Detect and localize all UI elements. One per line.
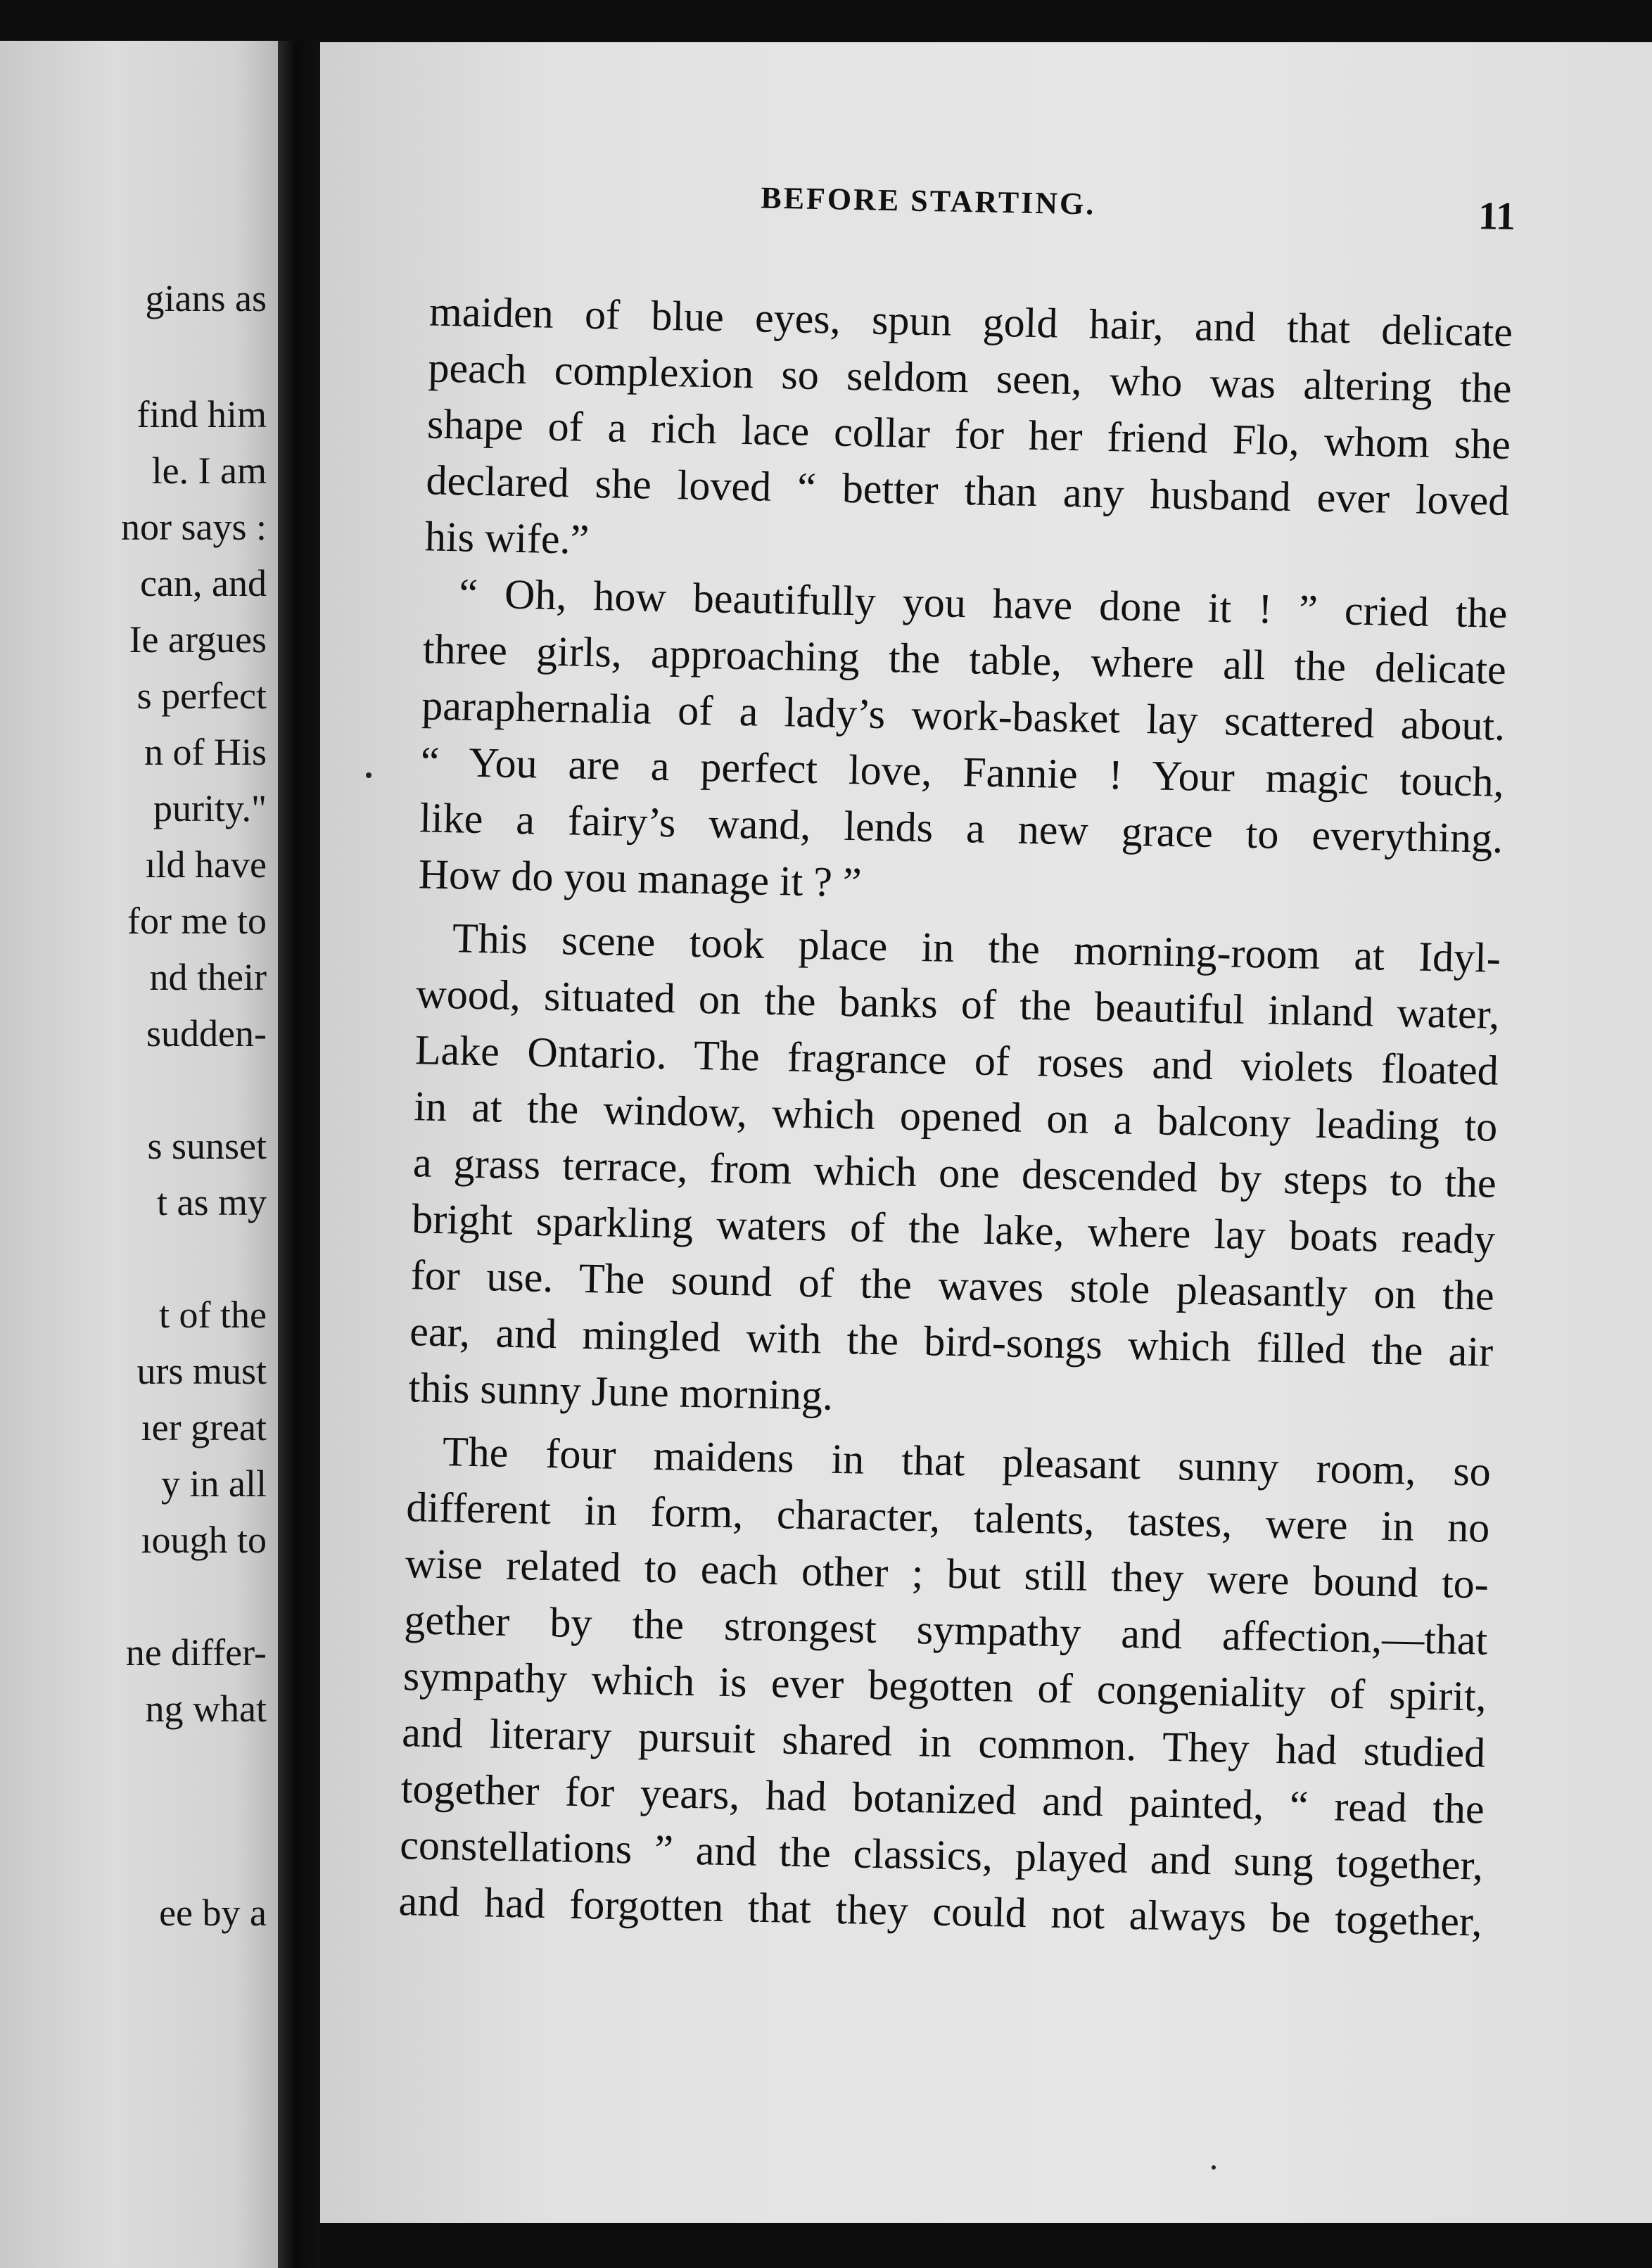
body-line: and literary pursuit shared in common. They had studied [401, 1709, 1486, 1776]
body-line: for use. The sound of the waves stole pleasantly on the [410, 1251, 1495, 1319]
left-page-fragment: ne differ- [125, 1631, 267, 1674]
body-line: wood, situated on the banks of the beautiful inland water, [415, 970, 1500, 1038]
left-page-fragment: ng what [145, 1688, 267, 1730]
left-page-fragment: nd their [149, 956, 267, 998]
body-line: together for years, had botanized and painted, “ read the [400, 1765, 1485, 1833]
left-page-fragment: purity." [153, 787, 267, 829]
body-line: declared she loved “ better than any husband ever loved [425, 457, 1510, 524]
body-line: How do you manage it ? ” [418, 850, 863, 906]
body-line: “ Oh, how beautifully you have done it ! ” cried the [458, 570, 1508, 637]
left-page-fragment: nor says : [121, 506, 267, 548]
left-page-fragment: sudden- [146, 1012, 267, 1055]
body-line: three girls, approaching the table, where all the delicate [422, 625, 1507, 693]
left-page-fragment: n of His [144, 731, 267, 773]
left-page-fragment: ee by a [159, 1892, 267, 1934]
body-line: maiden of blue eyes, spun gold hair, and that delicate [428, 288, 1513, 356]
body-line: this sunny June morning. [408, 1364, 834, 1419]
left-page-fragment: le. I am [151, 450, 267, 492]
body-line: bright sparkling waters of the lake, where lay boats ready [411, 1195, 1496, 1263]
body-line: a grass terrace, from which one descended by steps to the [412, 1139, 1497, 1206]
body-line: sympathy which is ever begotten of congeniality of spirit, [402, 1652, 1487, 1720]
scan-speck [1212, 2165, 1216, 2170]
body-line: different in form, character, talents, tastes, were in no [405, 1484, 1490, 1551]
body-line: paraphernalia of a lady’s work-basket lay scattered about. [421, 682, 1506, 749]
body-line: The four maidens in that pleasant sunny room, so [442, 1428, 1492, 1495]
body-line: wise related to each other ; but still they were bound to- [405, 1540, 1489, 1607]
page-number: 11 [1478, 194, 1516, 239]
left-page-fragment: s perfect [136, 675, 267, 717]
body-line: in at the window, which opened on a balcony leading to [413, 1083, 1498, 1150]
body-line: This scene took place in the morning-room at Idyl- [452, 915, 1501, 981]
body-line: gether by the strongest sympathy and affection,—that [403, 1596, 1488, 1664]
body-line: his wife.” [424, 513, 590, 563]
body-line: and had forgotten that they could not always be together, [398, 1878, 1483, 1945]
body-line: peach complexion so seldom seen, who was altering the [428, 344, 1513, 412]
left-page-fragment: for me to [127, 900, 267, 942]
left-page-fragment: y in all [161, 1463, 267, 1505]
body-line: constellations ” and the classics, played and sung together, [399, 1821, 1484, 1889]
left-page-fragment: urs must [136, 1350, 267, 1392]
body-line: Lake Ontario. The fragrance of roses and violets floated [414, 1026, 1499, 1094]
left-page-fragment: ıer great [141, 1406, 267, 1448]
left-page-fragment: can, and [140, 562, 267, 604]
running-head: BEFORE STARTING. [760, 180, 1096, 222]
body-line: like a fairy’s wand, lends a new grace to everything. [419, 794, 1504, 862]
left-page-fragment: t of the [159, 1294, 267, 1336]
left-page-fragment: find him [136, 393, 267, 435]
left-page-fragment: Ie argues [129, 618, 267, 661]
body-line: shape of a rich lace collar for her friend Flo, whom she [426, 400, 1511, 469]
left-page-fragment: ıld have [145, 843, 267, 886]
left-page-fragment: gians as [145, 277, 267, 319]
left-page-fragment: s sunset [147, 1125, 267, 1167]
body-line: ear, and mingled with the bird-songs which filled the air [409, 1308, 1494, 1375]
left-page-fragment: ıough to [141, 1519, 267, 1561]
scan-speck [366, 772, 371, 778]
left-page-fragment: t as my [157, 1181, 267, 1223]
body-line: “ You are a perfect love, Fannie ! Your magic touch, [420, 738, 1505, 805]
